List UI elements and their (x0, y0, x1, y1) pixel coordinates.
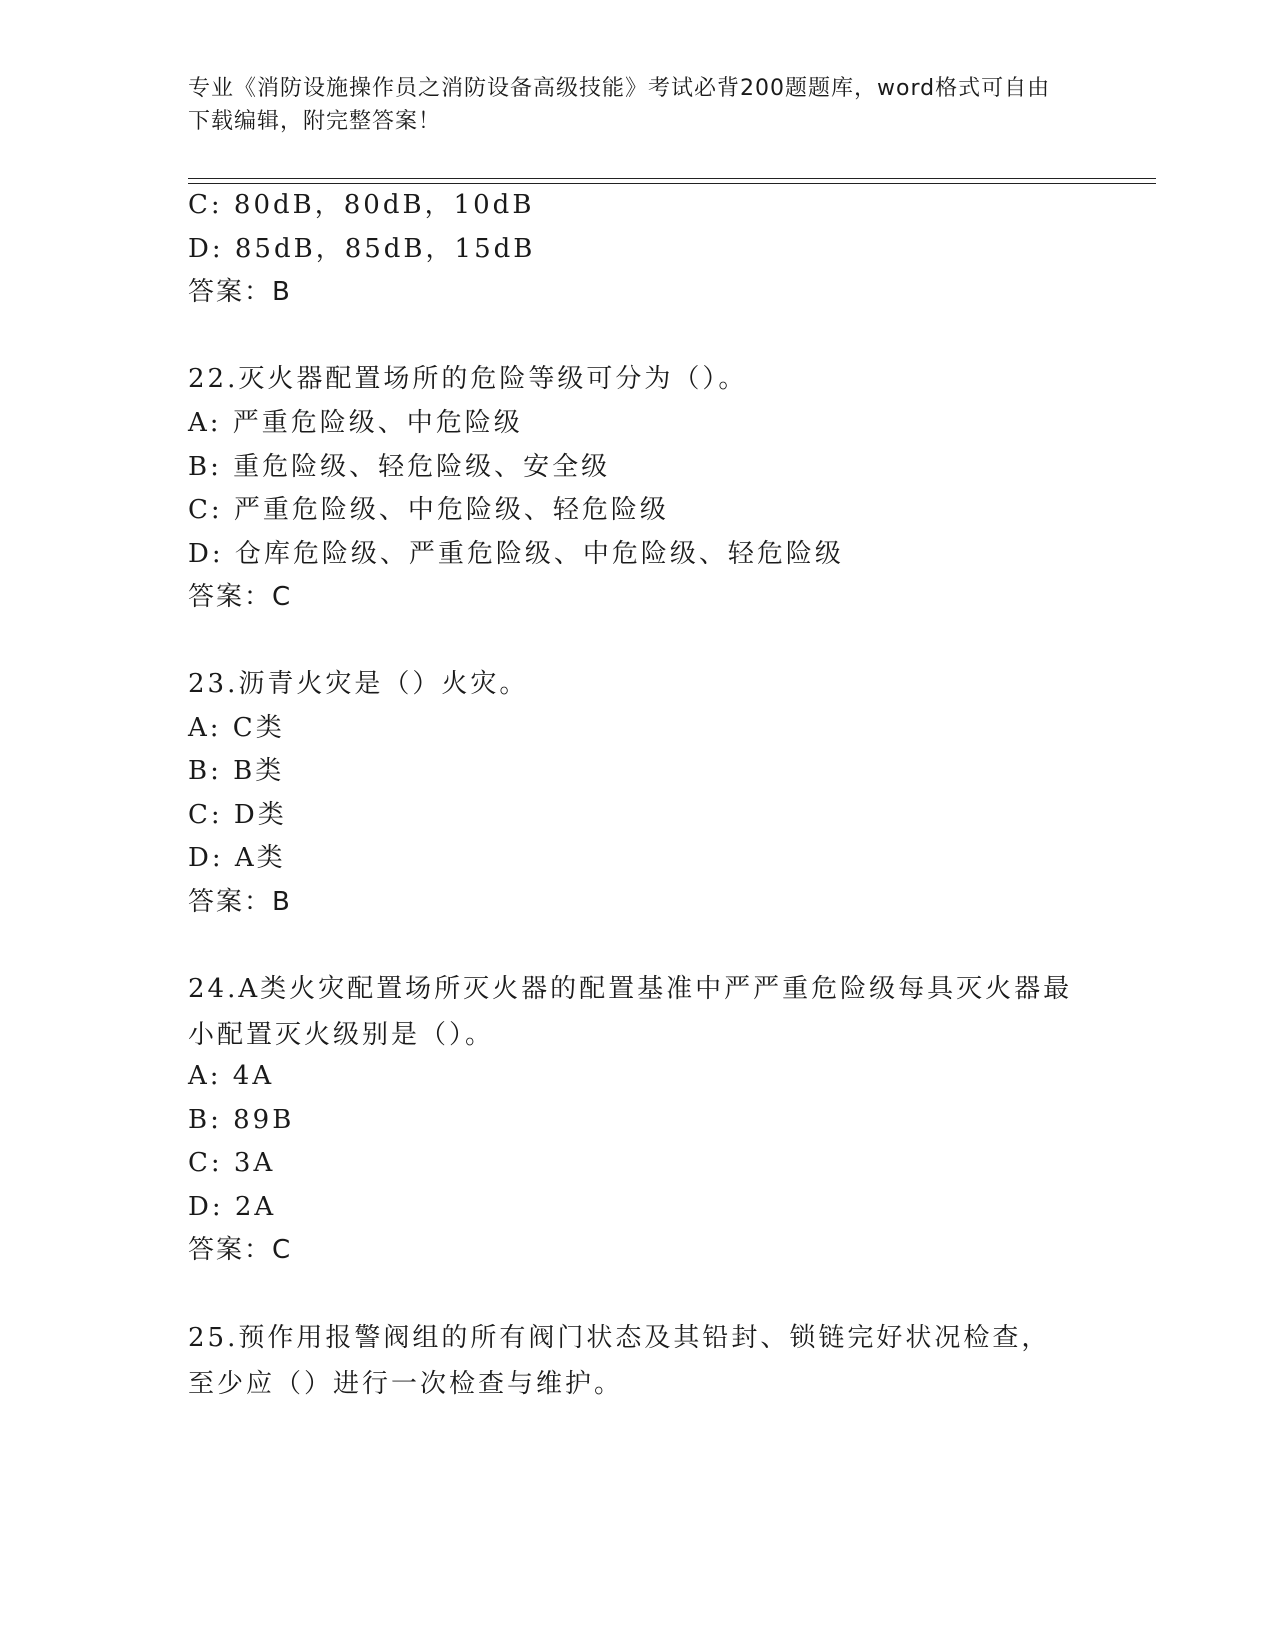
q22-option-a: A: 严重危险级、中危险级 (188, 408, 523, 438)
document-header: 专业《消防设施操作员之消防设备高级技能》考试必背200题题库，word格式可自由下载编辑，附完整答案！ (188, 76, 1051, 134)
q24-option-b: B: 89B (188, 1105, 295, 1135)
q21-option-c: C: 80dB，80dB，10dB (188, 190, 535, 220)
q23-option-a: A: C类 (188, 713, 285, 743)
q22-question: 22.灭火器配置场所的危险等级可分为（）。 (188, 364, 748, 394)
q23-answer: 答案：B (188, 887, 292, 917)
q24-option-d: D: 2A (188, 1192, 277, 1222)
header-rule-top (188, 178, 1156, 179)
q23-option-d: D: A类 (188, 843, 286, 873)
q25-question: 25.预作用报警阀组的所有阀门状态及其铅封、锁链完好状况检查，至少应（）进行一次检查与维护。 (188, 1323, 1051, 1399)
header-rule-bottom (188, 183, 1156, 184)
q24-option-a: A: 4A (188, 1061, 275, 1091)
q24-question: 24.A类火灾配置场所灭火器的配置基准中严严重危险级每具灭火器最小配置灭火级别是（）。 (188, 974, 1073, 1050)
q21-option-d: D: 85dB，85dB，15dB (188, 234, 536, 264)
q22-option-d: D: 仓库危险级、严重危险级、中危险级、轻危险级 (188, 539, 844, 569)
q23-option-c: C: D类 (188, 800, 287, 830)
q23-option-b: B: B类 (188, 756, 285, 786)
q22-option-b: B: 重危险级、轻危险级、安全级 (188, 452, 611, 482)
q24-option-c: C: 3A (188, 1148, 276, 1178)
q24-answer: 答案：C (188, 1235, 293, 1265)
q22-option-c: C: 严重危险级、中危险级、轻危险级 (188, 495, 669, 525)
q22-answer: 答案：C (188, 582, 293, 612)
q23-question: 23.沥青火灾是（）火灾。 (188, 669, 529, 699)
q21-answer: 答案：B (188, 277, 292, 307)
